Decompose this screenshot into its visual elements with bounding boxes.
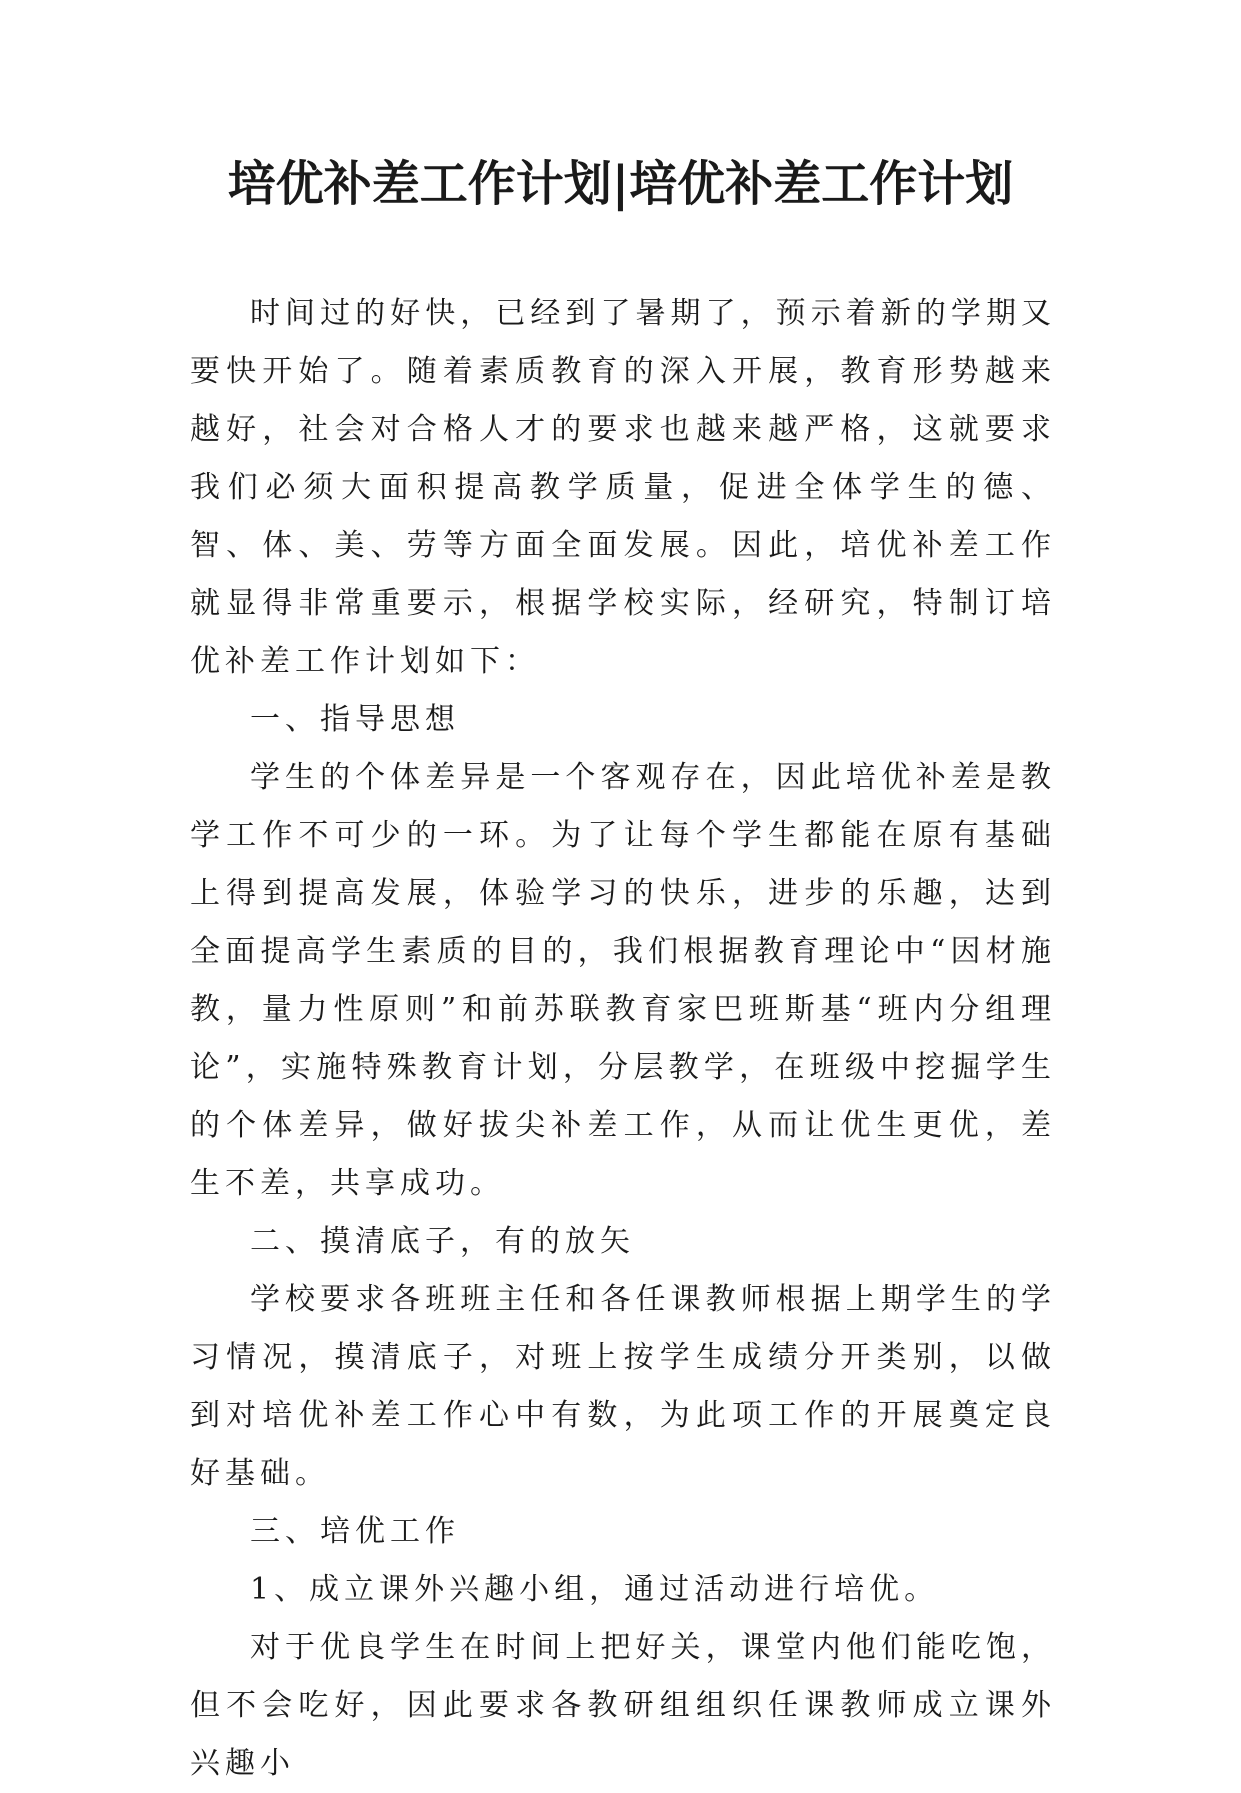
section-heading-guiding-ideology: 一、指导思想 bbox=[250, 702, 460, 737]
know-the-basis-paragraph: 学校要求各班班主任和各任课教师根据上期学生的学习情况，摸清底子，对班上按学生成绩分开类别，以做到对培优补差工作心中有数，为此项工作的开展奠定良好基础。 bbox=[190, 1282, 1056, 1491]
guiding-ideology-paragraph: 学生的个体差异是一个客观存在，因此培优补差是教学工作不可少的一环。为了让每个学生都能在原有基础上得到提高发展，体验学习的快乐，进步的乐趣，达到全面提高学生素质的目的，我们根据教育理论中“因材施教，量力性原则”和前苏联教育家巴班斯基“班内分组理论”，实施特殊教育计划，分层教学，在班级中挖掘学生的个体差异，做好拔尖补差工作，从而让优生更优，差生不差，共享成功。 bbox=[190, 760, 1056, 1201]
document-title: 培优补差工作计划|培优补差工作计划 bbox=[227, 156, 1014, 212]
interest-groups-paragraph: 对于优良学生在时间上把好关，课堂内他们能吃饱，但不会吃好，因此要求各教研组组织任课教师成立课外兴趣小 bbox=[190, 1630, 1056, 1781]
section-heading-know-the-basis: 二、摸清底子，有的放矢 bbox=[250, 1224, 635, 1259]
subsection-heading-interest-groups: 1、成立课外兴趣小组，通过活动进行培优。 bbox=[250, 1572, 940, 1607]
document-body bbox=[190, 285, 1056, 1793]
intro-paragraph: 时间过的好快，已经到了暑期了，预示着新的学期又要快开始了。随着素质教育的深入开展，教育形势越来越好，社会对合格人才的要求也越来越严格，这就要求我们必须大面积提高教学质量，促进全体学生的德、智、体、美、劳等方面全面发展。因此，培优补差工作就显得非常重要示，根据学校实际，经研究，特制订培优补差工作计划如下： bbox=[190, 296, 1056, 679]
section-heading-cultivate-excellence: 三、培优工作 bbox=[250, 1514, 460, 1549]
